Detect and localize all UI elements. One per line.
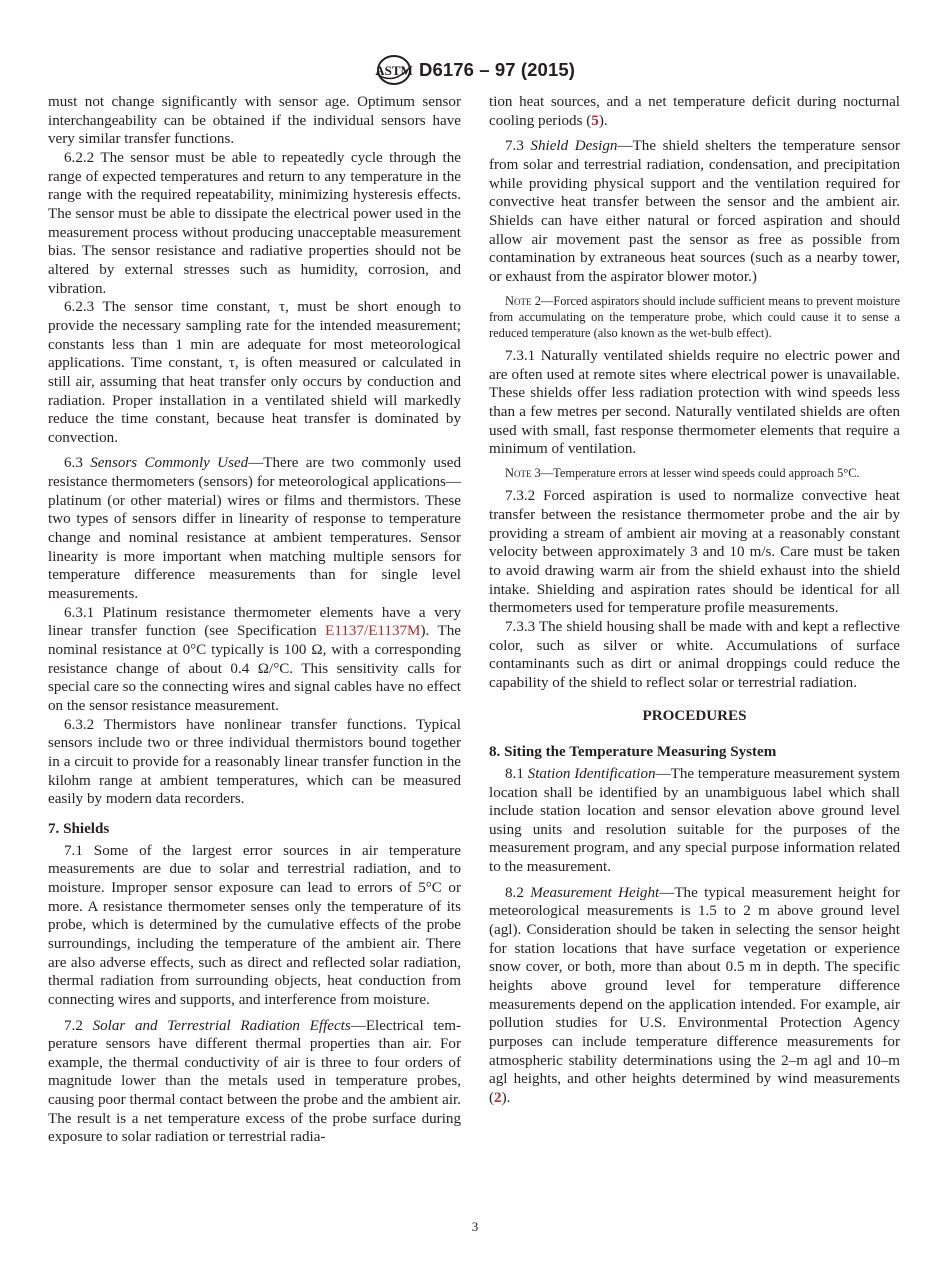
paragraph-7-3-1: 7.3.1 Naturally ventilated shields require no electric power and are often used at remote sites where electrical power is unavailable. These shields offer less radiation protection with wind speeds less than a few metres per second. Naturally ventilated shields are often used with small, fast response thermometer elements that require a minimum of ventilation. <box>489 348 900 458</box>
section-number: 7.3 <box>505 138 531 155</box>
paragraph-8-1 <box>489 765 900 877</box>
svg-text:ASTM: ASTM <box>375 63 413 78</box>
section-number: 8.1 <box>505 765 528 782</box>
paragraph-6-3-2: 6.3.2 Thermistors have nonlinear transfer functions. Typical sensors include two or three individual thermistors bound together in a circuit to provide for a reasonably linear transfer function in the kilohm range at ambient temperatures, which can be measured easily by modern data recorders. <box>48 716 461 808</box>
page-header <box>0 54 950 86</box>
paragraph-6-3 <box>48 454 461 603</box>
paragraph-8-2 <box>489 884 900 1108</box>
text-run: ). <box>598 112 608 129</box>
section-number: 8.2 <box>505 884 531 901</box>
paragraph-continued: must not change significantly with sensor age. Optimum sensor interchangeability can be obtained if the individual sensors have very similar transfer functions. <box>48 94 461 148</box>
section-text: —The shield shelters the temperature sensor from solar and terrestrial radiation, condensation, and precipitation while providing physical support and the ventilation required for convective heat transfer between the sensor and the ambient air. Shields can have either natural or forced aspiration and should allow air movement past the sensor as free as possible from contamination by extraneous heat sources (such as a nearby tower, or exhaust from the aspirator blower motor.) <box>489 138 901 285</box>
paragraph-6-3-1 <box>48 604 461 716</box>
reference-link[interactable]: 5 <box>591 112 599 129</box>
section-title: Station Identification <box>527 765 656 782</box>
right-column <box>489 93 900 1108</box>
paragraph-7-3-2: 7.3.2 Forced aspiration is used to normalize convective heat transfer between the resistance thermometer probe and the air by providing a stream of ambient air moving at a reasonably constant velocity between approximately 3 and 10 m/s. Care must be taken to avoid drawing warm air from the shield exhaust into the shield intake. Shielding and aspiration rates should be identical for all thermometers used for temperature profile measurements. <box>489 488 900 617</box>
left-column <box>48 93 461 1147</box>
section-text: —The typical measurement height for meteorological measurements is 1.5 to 2 m above ground level (agl). Consideration should be taken in selecting the sensor height for station locations that have surface vegetation or experience snow cover, or both, more than about 0.5 m in depth. The specific heights above ground level for temperature difference measurements depend on the application intended. For example, air pollution studies for U.S. Environmental Protection Agency purposes can include temperature difference measurements for atmospheric stability determinations using the 2–m agl and 10–m agl heights, and other heights determined by wind measurements ( <box>489 884 900 1106</box>
section-title: Sensors Commonly Used <box>90 455 249 472</box>
note-2 <box>489 293 900 342</box>
note-label: Note 2 <box>505 293 541 308</box>
section-text: —The temperature measurement system location shall be identified by an unambiguous label which shall include station location and sensor elevation above ground level using units and resolution suitable for the purposes of the measurement program, and any special purpose information related to the measurement. <box>489 765 900 876</box>
section-title: Solar and Terrestrial Radiation Effects <box>92 1017 351 1034</box>
section-title: Measurement Height <box>530 884 660 901</box>
specification-link[interactable]: E1137/E1137M <box>325 623 421 640</box>
text-run: 6.3.1 Platinum resistance thermometer elements have a very linear transfer function (see Specification <box>48 604 461 640</box>
section-title: Shield Design <box>530 138 618 155</box>
section-number: 6.3 <box>64 455 91 472</box>
section-text: —There are two commonly used resistance thermometers (sensors) for meteorological applications—platinum (or other material) wires or films and thermistors. These two types of sensors differ in linearity of response to temperature change and nominal resistance at ambient temperatures. Sensor linearity is more important when matching multiple sensors for temperature difference measurements than for single level measurements. <box>48 455 461 603</box>
paragraph-7-2 <box>48 1017 461 1148</box>
note-text: —Temperature errors at lesser wind speeds could approach 5°C. <box>540 466 860 481</box>
paragraph-continued <box>489 93 900 130</box>
paragraph-6-2-2: 6.2.2 The sensor must be able to repeatedly cycle through the range of expected temperatures and return to any temperature in the range with the required repeatability, minimizing hysteresis effects. The sensor must be able to dissipate the electrical power used in the measurement process without producing unacceptable measurement bias. The sensor resistance and radiative properties should not be altered by external stresses such as humidity, corrosion, and vibration. <box>48 149 461 297</box>
section-number: 7.2 <box>64 1017 93 1034</box>
procedures-heading: PROCEDURES <box>642 707 747 724</box>
document-id: D6176 – 97 (2015) <box>419 59 575 80</box>
section-heading-8: 8. Siting the Temperature Measuring System <box>489 744 777 761</box>
paragraph-7-1: 7.1 Some of the largest error sources in air temperature measurements are due to solar and terrestrial radiation, and to moisture. Improper sensor exposure can lead to errors of 5°C or more. A resistance thermometer senses only the temperature of its probe, which is determined by the cumulative effects of the probe surroundings, including the temperature of the ambient air. There are also adverse effects, such as direct and reflected solar radiation, thermal radiation from surrounding objects, heat conduction from connecting wires and supports, and interference from moisture. <box>48 842 461 1008</box>
reference-link[interactable]: 2 <box>494 1090 502 1106</box>
section-heading-7: 7. Shields <box>48 820 110 837</box>
note-text: —Forced aspirators should include sufficient means to prevent moisture from accumulating on the temperature probe, which could cause it to sense a reduced temperature (also known as the wet-bulb effect). <box>489 293 900 340</box>
paragraph-7-3-3: 7.3.3 The shield housing shall be made with and kept a reflective color, such as silver or white. Accumulations of surface contaminants such as dirt or animal droppings could reduce the capability of the shield to reflect solar or terrestrial radiation. <box>489 618 900 691</box>
text-run: ). The nominal resistance at 0°C typically is 100 Ω, with a corresponding resistance change of about 0.4 Ω/°C. This sensitivity calls for special care so the connecting wires and signal cables have no effect on the sensor resistance measurement. <box>48 623 461 714</box>
astm-logo-icon <box>375 54 413 86</box>
note-label: Note 3 <box>505 466 541 481</box>
paragraph-6-2-3: 6.2.3 The sensor time constant, τ, must be short enough to provide the necessary sampling rate for the intended measurement; constants less than 1 min are adequate for most meteorological applications. Time constant, τ, is often measured or calculated in still air, assuming that heat transfer only occurs by conduction and radiation. Proper installation in a ventilated shield will markedly reduce the time constant, because heat transfer is dominated by convection. <box>48 299 461 446</box>
text-run: ). <box>501 1090 511 1106</box>
text-run: tion heat sources, and a net temperature deficit during nocturnal cooling periods ( <box>489 94 900 129</box>
section-text: —Electrical temperature sensors have different thermal properties than air. For example, the thermal conductivity of air is three to four orders of magnitude lower than the metals used in temperature probes, causing poor thermal contact between the probe and the ambient air. The result is a net temperature excess of the probe surface during exposure to solar radiation or terrestrial radia- <box>48 1017 461 1146</box>
page-number: 3 <box>471 1219 479 1234</box>
note-3 <box>489 465 900 481</box>
paragraph-7-3 <box>489 137 900 286</box>
